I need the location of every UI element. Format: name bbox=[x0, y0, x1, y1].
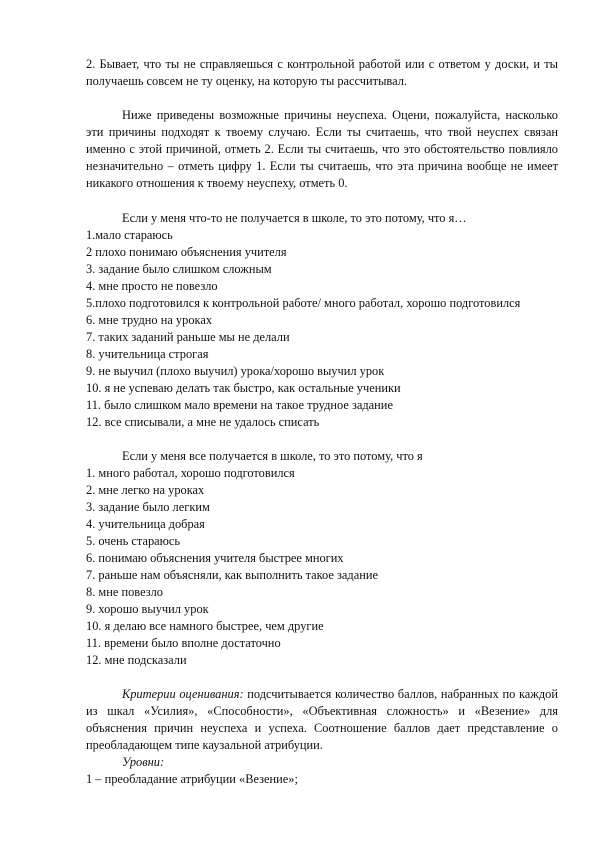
criteria-label: Критерии оценивания: bbox=[122, 687, 244, 701]
list-item: 8. мне повезло bbox=[86, 585, 163, 599]
list-item: 12. все списывали, а мне не удалось списать bbox=[86, 415, 320, 429]
failure-intro: Если у меня что-то не получается в школе, то это потому, что я… bbox=[122, 211, 467, 225]
list-item: 4. учительница добрая bbox=[86, 517, 205, 531]
failure-list bbox=[86, 227, 558, 431]
list-item: 3. задание было слишком сложным bbox=[86, 262, 272, 276]
list-item: 11. времени было вполне достаточно bbox=[86, 636, 281, 650]
list-item: 6. мне трудно на уроках bbox=[86, 313, 213, 327]
list-item: 12. мне подсказали bbox=[86, 653, 187, 667]
list-item: 5.плохо подготовился к контрольной работе/ много работал, хорошо подготовился bbox=[86, 296, 521, 310]
list-item: 2 плохо понимаю объяснения учителя bbox=[86, 245, 287, 259]
list-item: 2. мне легко на уроках bbox=[86, 483, 205, 497]
list-item: 1. много работал, хорошо подготовился bbox=[86, 466, 295, 480]
list-item: 8. учительница строгая bbox=[86, 347, 209, 361]
list-item: 10. я не успеваю делать так быстро, как остальные ученики bbox=[86, 381, 401, 395]
list-item: 7. раньше нам объясняли, как выполнить такое задание bbox=[86, 568, 378, 582]
criteria-paragraph bbox=[86, 686, 558, 754]
list-item: 10. я делаю все намного быстрее, чем другие bbox=[86, 619, 324, 633]
list-item: 4. мне просто не повезло bbox=[86, 279, 218, 293]
instruction-paragraph: Ниже приведены возможные причины неуспеха. Оцени, пожалуйста, насколько эти причины подходят к твоему случаю. Если ты считаешь, что твой неуспех связан именно с этой причиной, отметь 2. Если ты считаешь, что это обстоятельство повлияло незначительно – отметь цифру 1. Если ты считаешь, что эта причина вообще не имеет никакого отношения к твоему неуспеху, отметь 0. bbox=[86, 108, 558, 190]
list-item: 6. понимаю объяснения учителя быстрее многих bbox=[86, 551, 344, 565]
level-1: 1 – преобладание атрибуции «Везение»; bbox=[86, 772, 298, 786]
list-item: 11. было слишком мало времени на такое трудное задание bbox=[86, 398, 393, 412]
list-item: 3. задание было легким bbox=[86, 500, 210, 514]
levels-label: Уровни: bbox=[122, 755, 165, 769]
success-list bbox=[86, 465, 558, 669]
list-item: 7. таких заданий раньше мы не делали bbox=[86, 330, 290, 344]
list-item: 9. хорошо выучил урок bbox=[86, 602, 209, 616]
list-item: 1.мало стараюсь bbox=[86, 228, 173, 242]
criteria-text: подсчитывается количество баллов, набранных по каждой из шкал «Усилия», «Способности», «Объективная сложность» и «Везение» для объяснения причин неуспеха и успеха. Соотношение баллов дает представление о преобладающем типе каузальной атрибуции. bbox=[86, 687, 558, 752]
list-item: 9. не выучил (плохо выучил) урока/хорошо выучил урок bbox=[86, 364, 385, 378]
success-intro: Если у меня все получается в школе, то это потому, что я bbox=[122, 449, 423, 463]
intro-paragraph: 2. Бывает, что ты не справляешься с контрольной работой или с ответом у доски, и ты получаешь совсем не ту оценку, на которую ты рассчитывал. bbox=[86, 57, 558, 88]
list-item: 5. очень стараюсь bbox=[86, 534, 181, 548]
